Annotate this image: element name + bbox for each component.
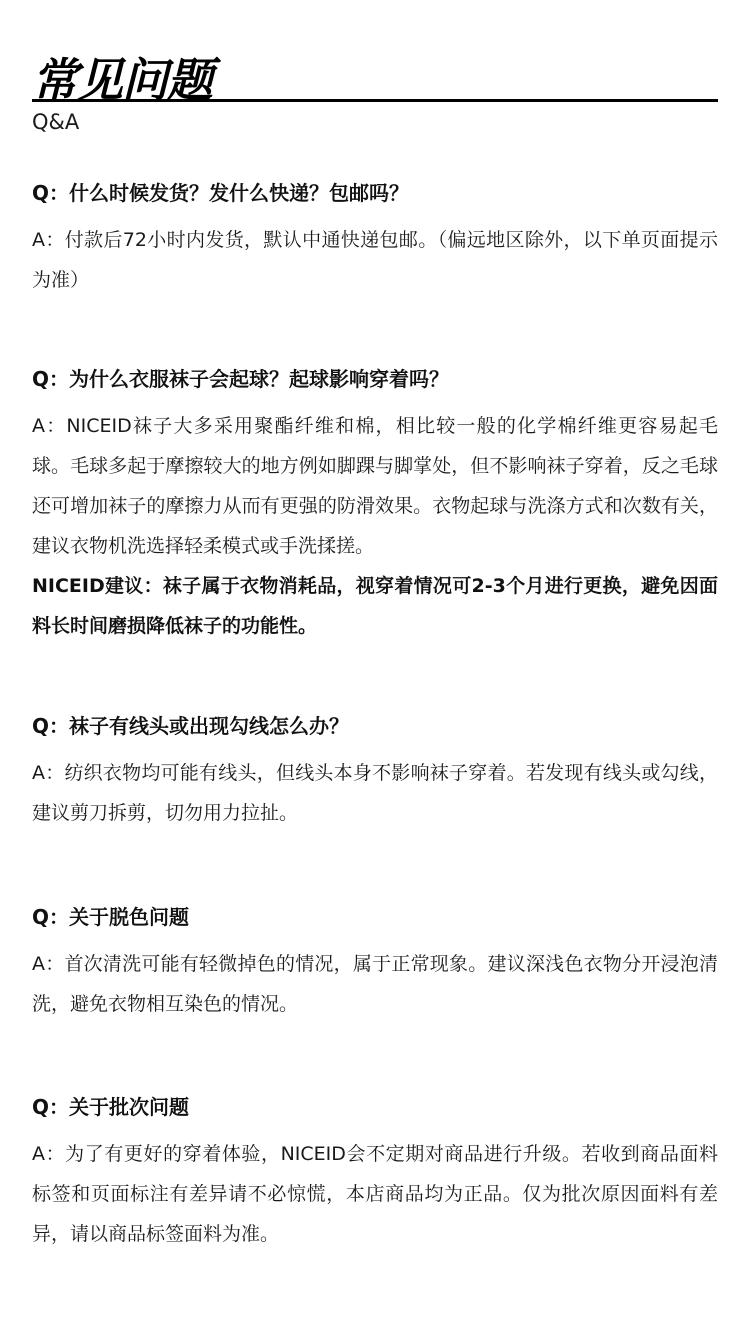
page-subtitle: Q&A [32, 110, 80, 134]
faq-item-batch [32, 1092, 718, 1254]
faq-item-pilling [32, 364, 718, 646]
faq-answer: A：NICEID袜子大多采用聚酯纤维和棉，相比较一般的化学棉纤维更容易起毛球。毛球多起于摩擦较大的地方例如脚踝与脚掌处，但不影响袜子穿着，反之毛球还可增加袜子的摩擦力从而有更强的防滑效果。衣物起球与洗涤方式和次数有关，建议衣物机洗选择轻柔模式或手洗揉搓。 [32, 415, 718, 557]
faq-question: Q：袜子有线头或出现勾线怎么办？ [32, 714, 350, 738]
faq-question: Q：关于批次问题 [32, 1095, 190, 1119]
faq-answer: A：付款后72小时内发货，默认中通快递包邮。（偏远地区除外，以下单页面提示为准） [32, 229, 718, 291]
faq-answer: A：纺织衣物均可能有线头，但线头本身不影响袜子穿着。若发现有线头或勾线，建议剪刀拆剪，切勿用力拉扯。 [32, 762, 718, 824]
faq-answer: A：首次清洗可能有轻微掉色的情况，属于正常现象。建议深浅色衣物分开浸泡清洗，避免衣物相互染色的情况。 [32, 953, 718, 1015]
faq-question: Q：为什么衣服袜子会起球？起球影响穿着吗？ [32, 367, 450, 391]
faq-item-shipping [32, 178, 718, 300]
faq-question: Q：关于脱色问题 [32, 905, 190, 929]
faq-item-color-fading [32, 902, 718, 1024]
page-title: 常见问题 [32, 53, 212, 107]
faq-item-loose-threads [32, 711, 718, 833]
faq-question: Q：什么时候发货？发什么快递？包邮吗？ [32, 181, 410, 205]
page-header [32, 52, 718, 142]
faq-note: NICEID建议：袜子属于衣物消耗品，视穿着情况可2-3个月进行更换，避免因面料长时间磨损降低袜子的功能性。 [32, 575, 718, 637]
faq-answer: A：为了有更好的穿着体验，NICEID会不定期对商品进行升级。若收到商品面料标签和页面标注有差异请不必惊慌，本店商品均为正品。仅为批次原因面料有差异，请以商品标签面料为准。 [32, 1143, 718, 1245]
